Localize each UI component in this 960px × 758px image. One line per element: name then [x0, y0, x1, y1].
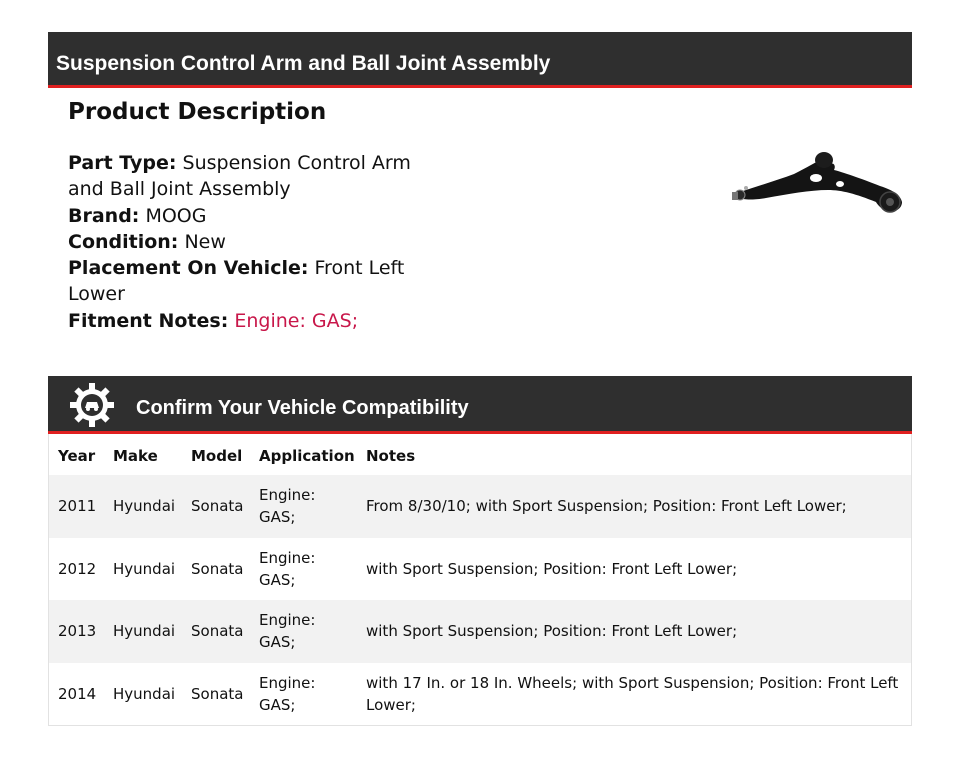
cell-notes: with Sport Suspension; Position: Front Left Lower;: [366, 559, 738, 578]
cell-make: Hyundai: [113, 559, 176, 578]
part-type-label: Part Type:: [68, 152, 177, 174]
condition-value: New: [184, 230, 226, 253]
compatibility-table: [48, 434, 912, 726]
column-header-year: Year: [58, 447, 96, 465]
brand-row: [68, 203, 448, 229]
column-header-application: Application: [259, 447, 355, 465]
placement-row: [68, 255, 448, 308]
product-description-heading: Product Description: [68, 99, 327, 125]
cell-make: Hyundai: [113, 622, 176, 640]
placement-label: Placement On Vehicle:: [68, 257, 309, 280]
table-row: [49, 538, 911, 601]
cell-model: Sonata: [191, 684, 244, 703]
cell-notes: with Sport Suspension; Position: Front Left Lower;: [366, 622, 738, 640]
fitment-label: Fitment Notes:: [68, 310, 229, 332]
placement-value: Front Left Lower: [68, 257, 405, 306]
cell-make: Hyundai: [113, 684, 176, 703]
cell-year: 2011: [58, 497, 97, 515]
cell-year: 2014: [58, 684, 97, 703]
compatibility-bar: [48, 376, 912, 434]
cell-application: Engine: GAS;: [259, 548, 316, 589]
title-bar: [48, 32, 912, 88]
fitment-value: Engine: GAS;: [234, 310, 359, 332]
cell-year: 2012: [58, 559, 97, 578]
brand-value: MOOG: [145, 204, 207, 227]
condition-row: [68, 229, 448, 255]
cell-notes: From 8/30/10; with Sport Suspension; Position: Front Left Lower;: [366, 497, 847, 515]
part-type-row: [68, 150, 448, 203]
product-attributes: [68, 150, 448, 308]
cell-application: Engine: GAS;: [259, 673, 316, 714]
column-header-make: Make: [113, 447, 158, 465]
gear-car-icon: [70, 383, 114, 427]
brand-label: Brand:: [68, 204, 140, 227]
table-row: [49, 600, 911, 663]
page-title: Suspension Control Arm and Ball Joint Assembly: [56, 52, 551, 75]
table-header-row: [49, 434, 911, 475]
cell-notes: with 17 In. or 18 In. Wheels; with Sport Suspension; Position: Front Left Lower;: [366, 673, 899, 714]
cell-application: Engine: GAS;: [259, 486, 316, 526]
table-row: [49, 663, 911, 726]
fitment-notes: [68, 308, 358, 334]
cell-year: 2013: [58, 622, 97, 640]
control-arm-image: [730, 150, 906, 214]
part-type-value: Suspension Control Arm and Ball Joint Assembly: [68, 152, 411, 201]
cell-model: Sonata: [191, 559, 244, 578]
cell-make: Hyundai: [113, 497, 176, 515]
compatibility-title: Confirm Your Vehicle Compatibility: [136, 397, 469, 419]
table-row: [49, 475, 911, 538]
column-header-model: Model: [191, 447, 243, 465]
cell-model: Sonata: [191, 622, 244, 640]
cell-application: Engine: GAS;: [259, 611, 316, 651]
column-header-notes: Notes: [366, 447, 416, 465]
cell-model: Sonata: [191, 497, 244, 515]
condition-label: Condition:: [68, 230, 179, 253]
